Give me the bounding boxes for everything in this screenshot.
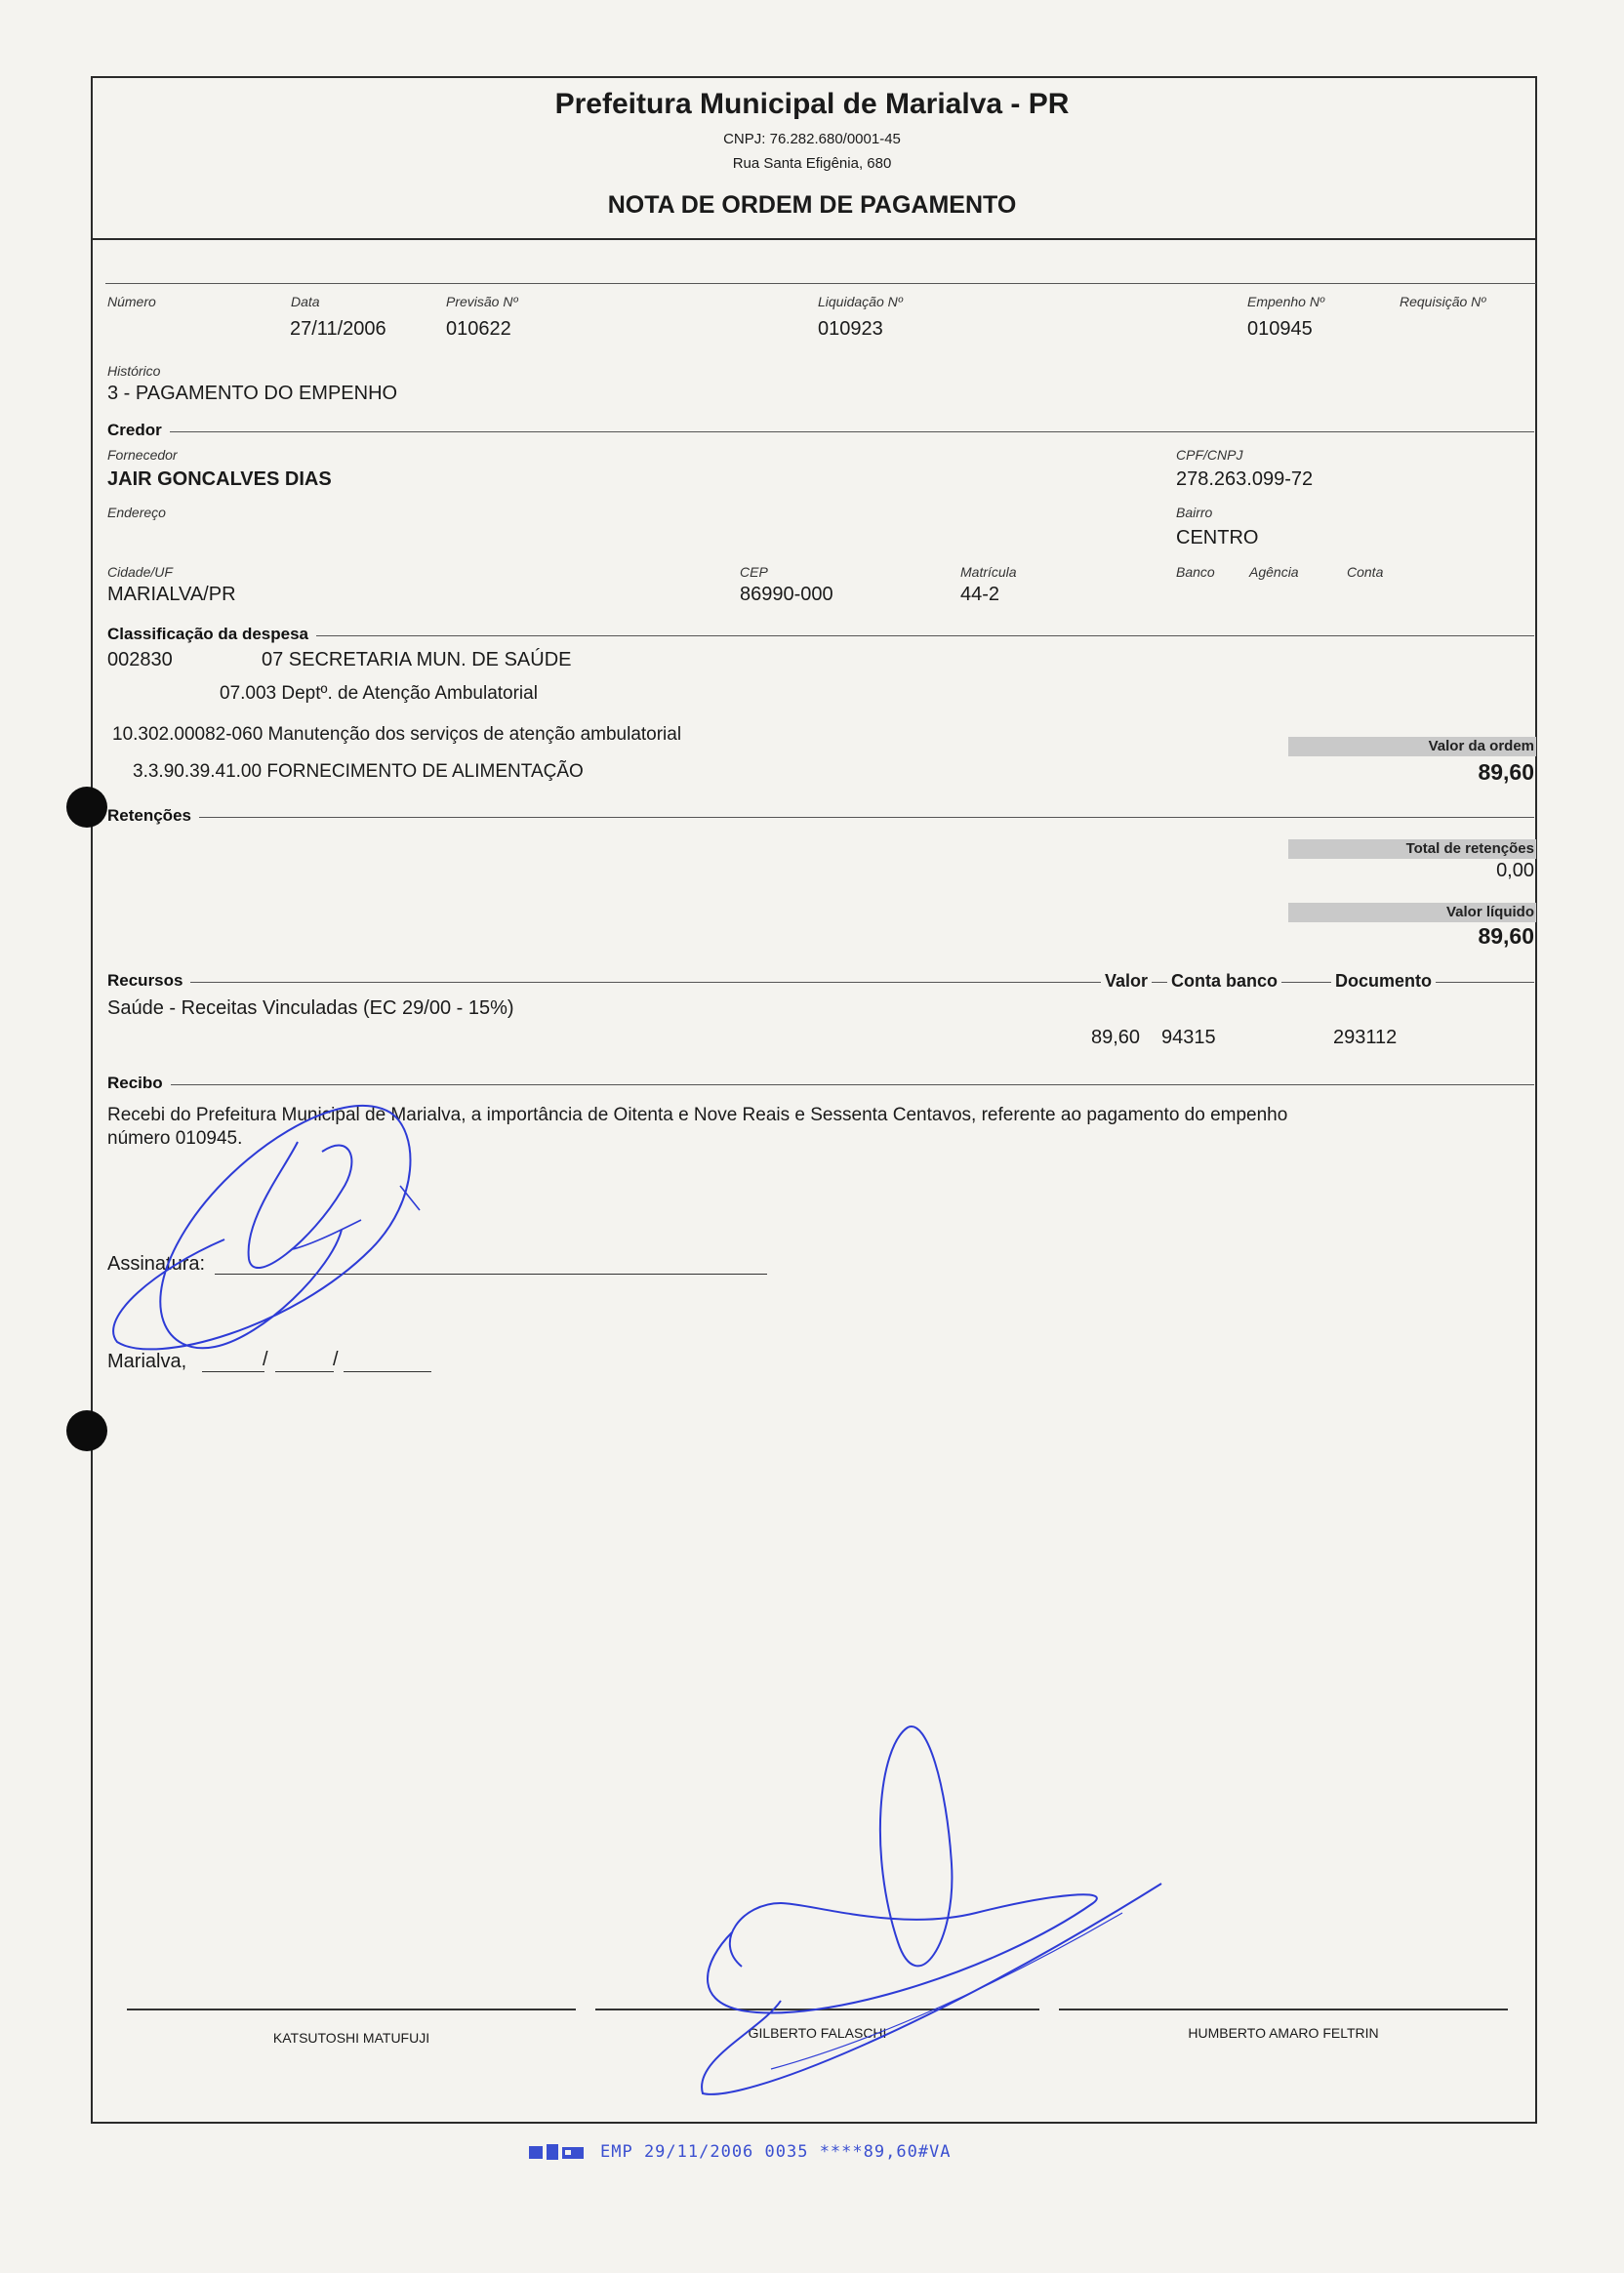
retencoes-rule: [107, 817, 1534, 818]
liquidacao-label: Liquidação Nº: [818, 294, 903, 309]
retencoes-section-title: Retenções: [107, 806, 199, 826]
recipient-signature-drawing: [98, 1074, 527, 1386]
valor-ordem-value: 89,60: [1478, 759, 1534, 785]
header-divider: [91, 238, 1535, 240]
recursos-rule: [107, 982, 1534, 983]
matricula-value: 44-2: [960, 584, 1000, 605]
empenho-value: 010945: [1247, 318, 1313, 340]
secretaria-text: 07 SECRETARIA MUN. DE SAÚDE: [262, 649, 572, 670]
data-value: 27/11/2006: [290, 318, 386, 340]
assinatura-label: Assinatura:: [107, 1253, 206, 1275]
recursos-descricao: Saúde - Receitas Vinculadas (EC 29/00 - 15%): [107, 997, 514, 1019]
recibo-section-title: Recibo: [107, 1074, 171, 1093]
signature-line-left: [127, 2009, 576, 2010]
credor-section-title: Credor: [107, 421, 170, 440]
cnpj-text: CNPJ: 76.282.680/0001-45: [723, 131, 901, 147]
recursos-valor: 89,60: [1091, 1027, 1141, 1048]
bairro-label: Bairro: [1176, 505, 1213, 520]
conta-label: Conta: [1347, 564, 1384, 580]
empenho-label: Empenho Nº: [1247, 294, 1325, 309]
data-label: Data: [291, 294, 320, 309]
recursos-valor-header: Valor: [1101, 971, 1152, 992]
recibo-text-line2: número 010945.: [107, 1128, 243, 1149]
local-date-label: Marialva,: [107, 1351, 187, 1372]
fornecedor-value: JAIR GONCALVES DIAS: [107, 468, 332, 490]
mechanical-stamp: EMP 29/11/2006 0035 ****89,60#VA: [600, 2142, 952, 2162]
binder-hole-top: [66, 787, 107, 828]
cep-value: 86990-000: [740, 584, 833, 605]
classificacao-rule: [107, 635, 1534, 636]
total-retencoes-value: 0,00: [1496, 860, 1534, 881]
departamento-text: 07.003 Deptº. de Atenção Ambulatorial: [220, 683, 538, 704]
stamp-logo-icon: [527, 2141, 588, 2163]
dotacao-code: 002830: [107, 649, 173, 670]
fornecedor-label: Fornecedor: [107, 447, 178, 463]
cpf-value: 278.263.099-72: [1176, 468, 1314, 490]
cidade-value: MARIALVA/PR: [107, 584, 236, 605]
date-slash-2: /: [333, 1349, 339, 1370]
historico-value: 3 - PAGAMENTO DO EMPENHO: [107, 383, 398, 404]
agencia-label: Agência: [1249, 564, 1299, 580]
signatory-right: HUMBERTO AMARO FELTRIN: [1188, 2025, 1379, 2041]
date-slash-1: /: [263, 1349, 268, 1370]
matricula-label: Matrícula: [960, 564, 1017, 580]
classificacao-section-title: Classificação da despesa: [107, 625, 316, 644]
credor-rule: [107, 431, 1534, 432]
previsao-label: Previsão Nº: [446, 294, 518, 309]
total-retencoes-label: Total de retenções: [1405, 840, 1534, 857]
document-title: NOTA DE ORDEM DE PAGAMENTO: [607, 191, 1017, 219]
elemento-text: 3.3.90.39.41.00 FORNECIMENTO DE ALIMENTAÇÃO: [133, 761, 584, 782]
signatory-center: GILBERTO FALASCHI: [748, 2025, 887, 2041]
endereco-label: Endereço: [107, 505, 166, 520]
address-text: Rua Santa Efigênia, 680: [732, 155, 892, 172]
recursos-section-title: Recursos: [107, 971, 190, 991]
liquidacao-value: 010923: [818, 318, 883, 340]
recursos-conta-header: Conta banco: [1167, 971, 1281, 992]
signatory-left: KATSUTOSHI MATUFUJI: [272, 2030, 430, 2046]
recursos-conta: 94315: [1161, 1027, 1216, 1048]
cidade-label: Cidade/UF: [107, 564, 173, 580]
requisicao-label: Requisição Nº: [1400, 294, 1486, 309]
recursos-documento: 293112: [1333, 1027, 1398, 1048]
page-title: Prefeitura Municipal de Marialva - PR: [554, 88, 1070, 120]
programa-text: 10.302.00082-060 Manutenção dos serviços de atenção ambulatorial: [112, 724, 682, 745]
cep-label: CEP: [740, 564, 768, 580]
valor-liquido-label: Valor líquido: [1445, 904, 1534, 920]
numero-label: Número: [107, 294, 156, 309]
valor-liquido-value: 89,60: [1478, 923, 1534, 949]
fields-top-rule: [105, 283, 1536, 284]
recursos-documento-header: Documento: [1331, 971, 1436, 992]
bairro-value: CENTRO: [1176, 527, 1259, 548]
cpf-label: CPF/CNPJ: [1176, 447, 1243, 463]
historico-label: Histórico: [107, 363, 161, 379]
banco-label: Banco: [1176, 564, 1215, 580]
valor-ordem-label: Valor da ordem: [1428, 738, 1534, 754]
binder-hole-bottom: [66, 1410, 107, 1451]
treasurer-signature-drawing: [683, 1718, 1171, 2108]
recibo-text-line1: Recebi do Prefeitura Municipal de Marialva, a importância de Oitenta e Nove Reais e Sessenta Centavos, referente ao pagamento do empenho: [107, 1105, 1288, 1125]
previsao-value: 010622: [446, 318, 511, 340]
